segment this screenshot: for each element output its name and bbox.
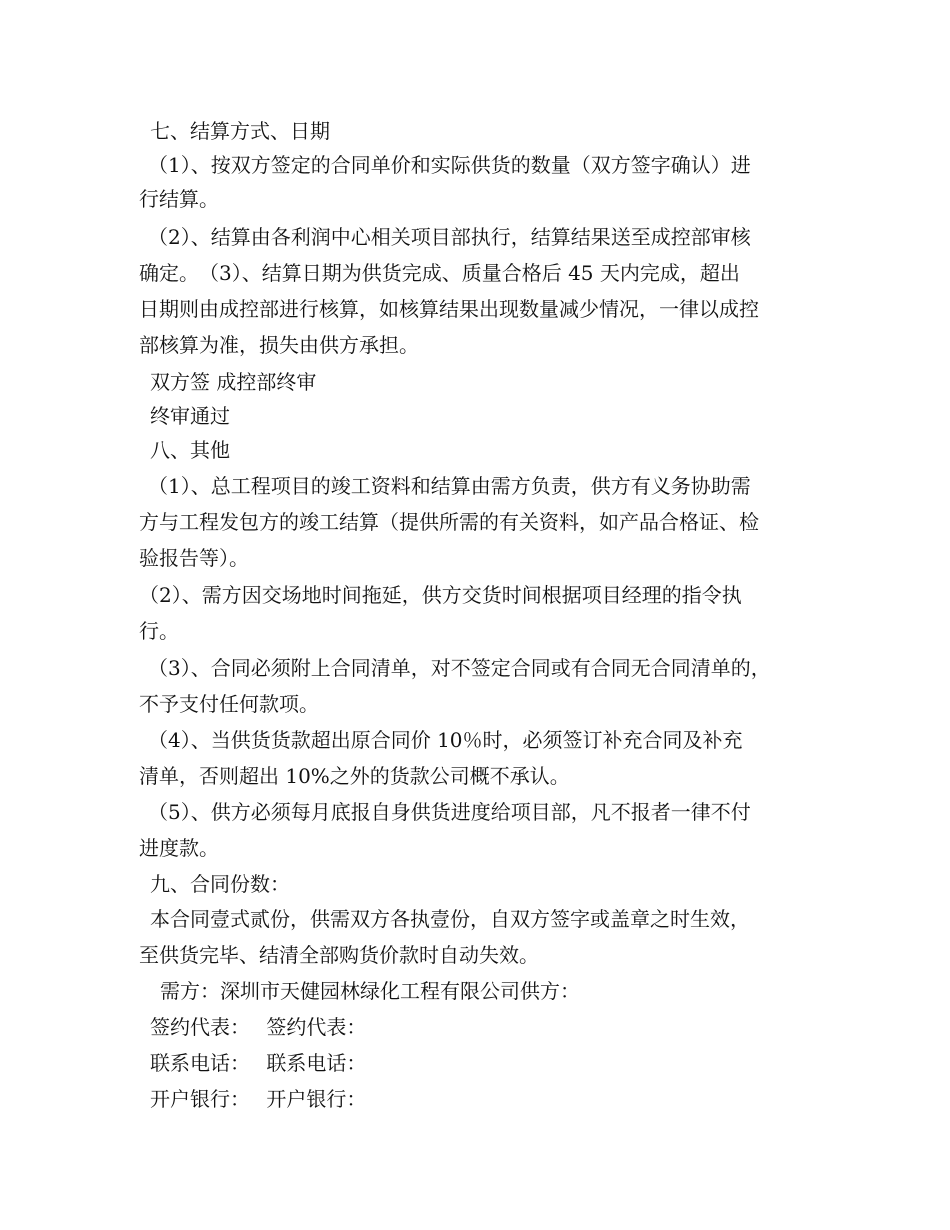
paragraph-line: （4）、当供货货款超出原合同价 10％时，必须签订补充合同及补充 <box>148 728 743 752</box>
paragraph-line: 进度款。 <box>139 836 219 860</box>
section-7-heading: 七、结算方式、日期 <box>150 119 330 143</box>
paragraph-line: 部核算为准，损失由供方承担。 <box>139 333 419 357</box>
paragraph-line: 行。 <box>139 619 179 643</box>
signature-representative-line: 签约代表： 签约代表： <box>150 1015 367 1039</box>
paragraph-line: （1）、总工程项目的竣工资料和结算由需方负责，供方有义务协助需 <box>148 474 751 498</box>
paragraph-line: 双方签 成控部终审 <box>150 370 317 394</box>
paragraph-line: 日期则由成控部进行核算，如核算结果出现数量减少情况，一律以成控 <box>139 297 759 321</box>
paragraph-line: 验报告等）。 <box>139 546 249 570</box>
paragraph-line: 不予支付任何款项。 <box>139 692 319 716</box>
paragraph-line: （3）、合同必须附上合同清单，对不签定合同或有合同无合同清单的， <box>148 656 771 680</box>
section-9-heading: 九、合同份数： <box>150 872 290 896</box>
paragraph-line: 至供货完毕、结清全部购货价款时自动失效。 <box>139 943 539 967</box>
paragraph-line: （2）、结算由各利润中心相关项目部执行，结算结果送至成控部审核 <box>148 225 751 249</box>
paragraph-line: 清单，否则超出 10%之外的货款公司概不承认。 <box>139 764 570 788</box>
signature-phone-line: 联系电话： 联系电话： <box>150 1051 367 1075</box>
signature-parties-line: 需方：深圳市天健园林绿化工程有限公司供方： <box>160 979 580 1003</box>
signature-bank-line: 开户银行： 开户银行： <box>150 1087 367 1111</box>
paragraph-line: 确定。 （3）、结算日期为供货完成、质量合格后 45 天内完成，超出 <box>139 261 740 285</box>
paragraph-line: （1）、按双方签定的合同单价和实际供货的数量（双方签字确认）进 <box>148 153 751 177</box>
paragraph-line: （2）、需方因交场地时间拖延，供方交货时间根据项目经理的指令执 <box>139 583 742 607</box>
paragraph-line: （5）、供方必须每月底报自身供货进度给项目部，凡不报者一律不付 <box>148 800 751 824</box>
paragraph-line: 本合同壹式贰份，供需双方各执壹份，自双方签字或盖章之时生效， <box>150 907 750 931</box>
paragraph-line: 方与工程发包方的竣工结算（提供所需的有关资料，如产品合格证、检 <box>139 510 759 534</box>
paragraph-line: 终审通过 <box>150 404 230 428</box>
paragraph-line: 行结算。 <box>139 187 219 211</box>
section-8-heading: 八、其他 <box>150 438 230 462</box>
